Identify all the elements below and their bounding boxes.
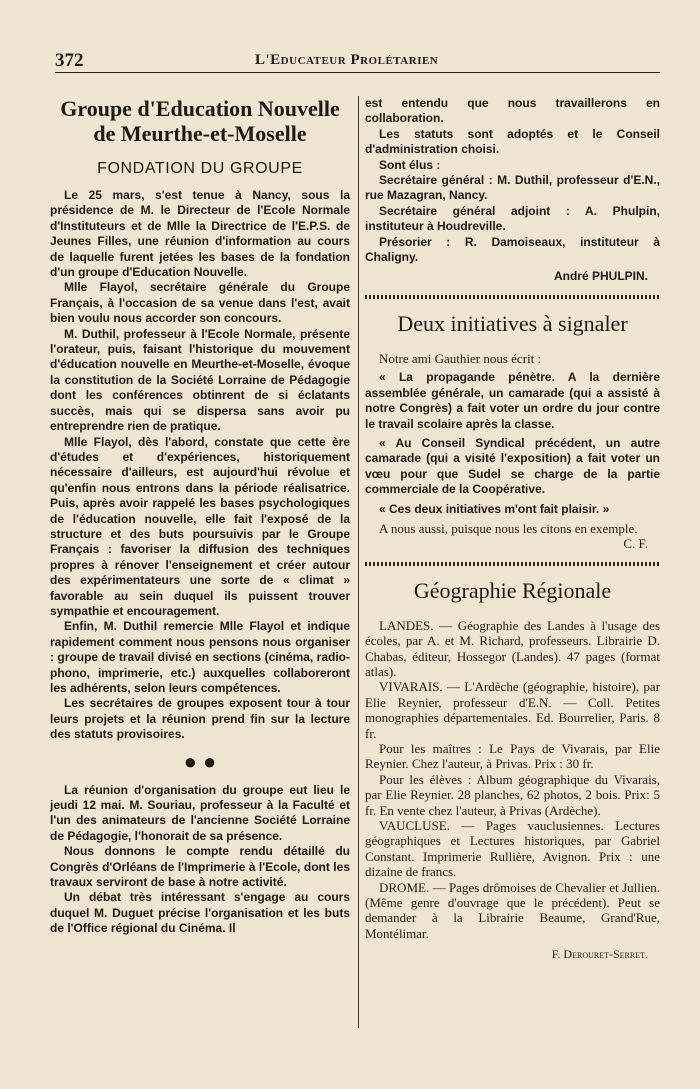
paragraph: Les statuts sont adoptés et le Conseil d'administration choisi. <box>365 126 660 157</box>
page-number: 372 <box>55 50 84 71</box>
paragraph: Nous donnons le compte rendu détaillé du Congrès d'Orléans de l'Imprimerie à l'Ecole, dont les travaux serviront de base à notre activité. <box>50 844 350 890</box>
article-title <box>50 96 350 146</box>
column-divider <box>358 96 359 1028</box>
quote-paragraph: « La propagande pénètre. A la dernière assemblée générale, un camarade (qui a assisté à notre Congrès) a fait voter un ordre du jour contre le travail scolaire après la classe. <box>365 370 660 431</box>
article-subtitle: FONDATION DU GROUPE <box>97 160 303 177</box>
paragraph: Enfin, M. Duthil remercie Mlle Flayol et indique rapidement comment nous pensons nous organiser : groupe de travail divisé en sections (cinéma, radio-phono, imprimerie, etc.) auxquelles collaboreront les adhérents, selon leurs compétences. <box>50 619 350 695</box>
paragraph: Secrétaire général : M. Duthil, professeur d'E.N., rue Mazagran, Nancy. <box>365 173 660 203</box>
paragraph: Notre ami Gauthier nous écrit : <box>379 350 542 366</box>
section-break-dots: ● ● <box>183 748 217 774</box>
initiatives-outro <box>365 521 660 552</box>
paragraph: DROME. — Pages drômoises de Chevalier et Jullien. (Même genre d'ouvrage que le précédent). Peut se demander à la Librairie Beaume, Grand'Rue, Montélimar. <box>365 879 660 941</box>
paragraph: Mlle Flayol, dès l'abord, constate que cette ère d'études et d'expériences, historiquement nécessaire d'ailleurs, est aujourd'hui révolue et qu'enfin nous entrons dans la période réalisatrice. Puis, après avoir rappelé les bases psychologiques de l'éducation nouvelle, elle fait l'exposé de la structure et des buts poursuivis par le Groupe Français : favoriser la diffusion des techniques propres à rénover l'enseignement et créer autour des expérimentateurs une sorte de « climat » favorable au sein duquel ils puissent trouver sympathie et encouragement. <box>50 434 350 618</box>
paragraph: est entendu que nous travaillerons en collaboration. <box>365 96 660 126</box>
paragraph: Sont élus : <box>379 157 441 172</box>
signature: C. F. <box>623 536 648 552</box>
paragraph: Secrétaire général adjoint : A. Phulpin, instituteur à Houdreville. <box>365 203 660 234</box>
dotted-separator <box>365 562 660 566</box>
paragraph: Pour les maîtres : Le Pays de Vivarais, par Elie Reynier. Chez l'auteur, à Privas. Prix : 30 fr. <box>365 741 660 772</box>
paragraph: VAUCLUSE. — Pages vauclusiennes. Lectures géographiques et Lectures historiques, par Gabriel Constant. Imprimerie Rullière, Avignon. Prix : une dizaine de francs. <box>365 818 660 880</box>
left-column <box>50 96 350 937</box>
paragraph: LANDES. — Géographie des Landes à l'usage des écoles, par A. et M. Richard, professeurs. Librairie D. Chabas, éditeur, Hossegor (Landes). 47 pages (format atlas). <box>365 617 660 679</box>
article-continuation <box>365 96 660 285</box>
quote-paragraph: « Ces deux initiatives m'ont fait plaisir. » <box>379 501 610 516</box>
paragraph: Présorier : R. Damoiseaux, instituteur à Chaligny. <box>365 234 660 265</box>
geographie-body <box>365 618 660 963</box>
paragraph: VIVARAIS. — L'Ardèche (géographie, histoire), par Elie Reynier, professeur d'E.N. — Coll. Petites monographies départementales. Ed. Bourrelier, Paris. 8 fr. <box>365 679 660 741</box>
paragraph: Les secrétaires de groupes exposent tour à tour leurs projets et la réunion prend fin sur la lecture des statuts provisoires. <box>50 696 350 742</box>
initiatives-quotes <box>365 370 660 517</box>
paragraph: M. Duthil, professeur à l'Ecole Normale, présente l'orateur, puis, faisant l'historique du mouvement d'éducation nouvelle en Meurthe-et-Moselle, évoque la constitution de la Société Lorraine de Pédagogie dont les conférences obtinrent de si éclatants succès, mais qui se dispersa sans avoir pu entreprendre rien de pratique. <box>50 326 350 434</box>
article-title-line1: Groupe d'Education Nouvelle <box>60 96 340 121</box>
section-title-geographie: Géographie Régionale <box>413 577 612 603</box>
paragraph: Pour les élèves : Album géographique du Vivarais, par Elie Reynier. 28 planches, 62 photos, 2 bois. Prix: 5 fr. En vente chez l'auteur, à Privas (Ardèche). <box>365 771 660 818</box>
article-body <box>50 188 350 937</box>
signature: F. Derouret-Serret. <box>551 947 648 962</box>
paragraph: Mlle Flayol, secrétaire générale du Groupe Français, à l'occasion de sa venue dans l'est, avait bien voulu nous accorder son concours. <box>50 280 350 326</box>
quote-paragraph: « Au Conseil Syndical précédent, un autre camarade (qui a visité l'exposition) a fait voter un vœu pour que Sudel se charge de la partie commerciale de la Coopérative. <box>365 435 660 497</box>
running-header <box>55 50 660 73</box>
paragraph: Un débat très intéressant s'engage au cours duquel M. Duguet précise l'organisation et les buts de l'Office régional du Cinéma. Il <box>50 890 350 936</box>
paragraph: Le 25 mars, s'est tenue à Nancy, sous la présidence de M. le Directeur de l'Ecole Normale d'Instituteurs et de Mlle la Directrice de l'E.P.S. de Jeunes Filles, une réunion d'information au cours de laquelle furent jetées les bases de la fondation d'un groupe d'Education Nouvelle. <box>50 188 350 280</box>
dotted-separator <box>365 295 660 299</box>
paragraph: A nous aussi, puisque nous les citons en exemple. <box>379 520 638 536</box>
article-title-line2: de Meurthe-et-Moselle <box>93 121 307 146</box>
initiatives-intro <box>365 351 660 366</box>
signature: André PHULPIN. <box>553 269 648 284</box>
journal-title: L'Educateur Prolétarien <box>255 52 439 68</box>
paragraph: La réunion d'organisation du groupe eut lieu le jeudi 12 mai. M. Souriau, professeur à la Faculté et l'un des animateurs de l'ancienne Société Lorraine de Pédagogie, l'honorait de sa présence. <box>50 782 350 843</box>
right-column <box>365 96 660 963</box>
section-title-initiatives: Deux initiatives à signaler <box>397 310 628 336</box>
